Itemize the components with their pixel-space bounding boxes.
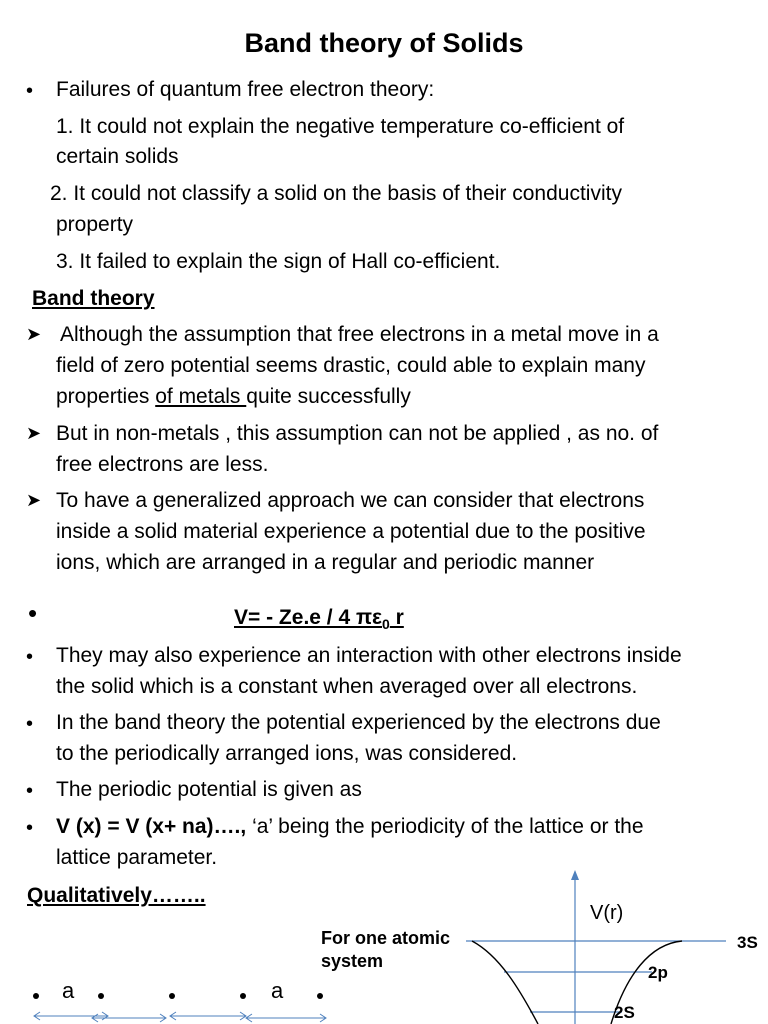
bullet-icon: • bbox=[26, 780, 34, 802]
arrow-bullet-icon: ➤ bbox=[26, 423, 42, 443]
bullet-icon: • bbox=[26, 80, 34, 102]
b1-line2: the solid which is a constant when averaged over all electrons. bbox=[56, 675, 638, 698]
level-2p-label: 2p bbox=[648, 963, 668, 982]
formula-subscript: 0 bbox=[382, 616, 390, 633]
one-atomic-label-2: system bbox=[321, 951, 384, 971]
intro-item-1-cont: certain solids bbox=[56, 145, 179, 168]
b3-line: The periodic potential is given as bbox=[56, 778, 362, 801]
bullet-icon: • bbox=[26, 713, 34, 735]
lattice-a-label-2: a bbox=[271, 978, 284, 1003]
p3-line1: To have a generalized approach we can consider that electrons bbox=[56, 489, 645, 512]
b4-line2: lattice parameter. bbox=[56, 846, 218, 869]
bullet-icon: • bbox=[26, 646, 34, 668]
band-theory-heading: Band theory bbox=[32, 287, 155, 310]
intro-heading: Failures of quantum free electron theory: bbox=[56, 78, 435, 101]
arrow-bullet-icon: ➤ bbox=[26, 324, 42, 344]
b2-line1: In the band theory the potential experienced by the electrons due bbox=[56, 711, 661, 734]
b4-rest: ‘a’ being the periodicity of the lattice or the bbox=[246, 815, 644, 838]
b2-line2: to the periodically arranged ions, was considered. bbox=[56, 742, 518, 765]
intro-item-1: 1. It could not explain the negative temperature co-efficient of bbox=[56, 115, 625, 138]
arrow-bullet-icon: ➤ bbox=[26, 490, 42, 510]
p2-line1: But in non-metals , this assumption can not be applied , as no. of bbox=[56, 422, 659, 445]
page-title: Band theory of Solids bbox=[244, 28, 524, 58]
p1-line3-a: properties bbox=[56, 385, 156, 408]
vr-label: V(r) bbox=[590, 902, 624, 924]
intro-item-2: 2. It could not classify a solid on the basis of their conductivity bbox=[50, 182, 622, 205]
level-3s-label: 3S bbox=[737, 933, 758, 952]
lattice-a-label-1: a bbox=[62, 978, 75, 1003]
one-atomic-label-1: For one atomic bbox=[321, 928, 451, 948]
p1-line2: field of zero potential seems drastic, could able to explain many bbox=[56, 354, 646, 377]
p2-line2: free electrons are less. bbox=[56, 453, 269, 476]
level-2s-label: 2S bbox=[614, 1003, 635, 1022]
intro-item-2-cont: property bbox=[56, 213, 134, 236]
p3-line3: ions, which are arranged in a regular and periodic manner bbox=[56, 551, 595, 574]
qualitatively-heading: Qualitatively…….. bbox=[27, 884, 206, 907]
b1-line1: They may also experience an interaction with other electrons inside bbox=[56, 644, 682, 667]
p1-line1: Although the assumption that free electrons in a metal move in a bbox=[60, 323, 659, 346]
p3-line2: inside a solid material experience a potential due to the positive bbox=[56, 520, 646, 543]
formula-tail: r bbox=[389, 606, 404, 629]
vr-axis-arrowhead bbox=[571, 870, 579, 880]
b4-bold: V (x) = V (x+ na)…., bbox=[56, 815, 247, 838]
bullet-icon: • bbox=[28, 598, 38, 628]
p1-line3-underlined: of metals bbox=[155, 385, 247, 408]
p1-line3-b: quite successfully bbox=[246, 385, 411, 408]
lattice-arrows bbox=[34, 1012, 326, 1022]
intro-item-3: 3. It failed to explain the sign of Hall co-efficient. bbox=[56, 250, 501, 273]
bullet-icon: • bbox=[26, 817, 34, 839]
potential-curve-left bbox=[472, 941, 538, 1024]
formula-main: V= - Ze.e / 4 πε bbox=[234, 606, 383, 629]
